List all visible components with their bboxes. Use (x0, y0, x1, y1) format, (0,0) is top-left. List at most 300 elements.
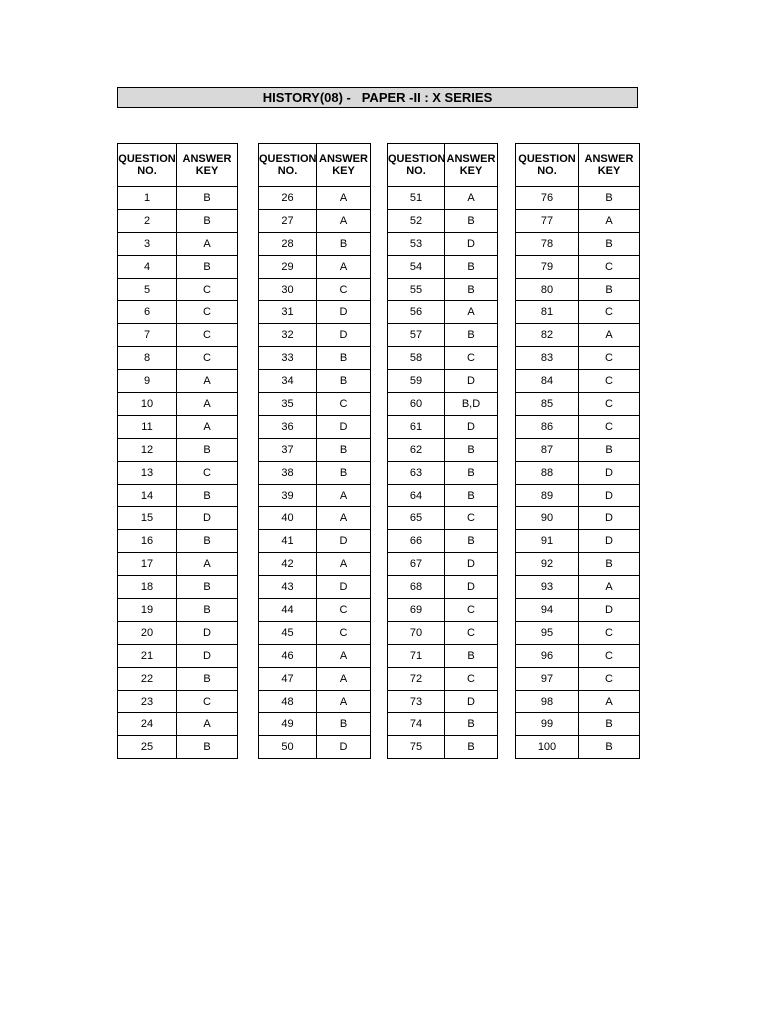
table-row (118, 644, 238, 667)
table-row (388, 599, 498, 622)
question-number-cell: 72 (388, 667, 445, 690)
question-number-cell: 79 (516, 255, 579, 278)
table-row (118, 530, 238, 553)
question-number-cell: 70 (388, 621, 445, 644)
table-row (118, 415, 238, 438)
question-number-cell: 40 (259, 507, 317, 530)
question-number-cell: 82 (516, 324, 579, 347)
table-row (516, 438, 640, 461)
table-row (259, 324, 371, 347)
table-row (259, 599, 371, 622)
question-number-cell: 58 (388, 347, 445, 370)
table-row (388, 393, 498, 416)
table-row (118, 576, 238, 599)
question-number-cell: 95 (516, 621, 579, 644)
table-row (259, 530, 371, 553)
answer-key-cell: B (445, 324, 498, 347)
table-row (516, 232, 640, 255)
question-number-cell: 42 (259, 553, 317, 576)
question-number-cell: 33 (259, 347, 317, 370)
table-row (516, 393, 640, 416)
table-row (118, 713, 238, 736)
question-number-cell: 75 (388, 736, 445, 759)
table-row (118, 599, 238, 622)
question-number-cell: 86 (516, 415, 579, 438)
question-number-cell: 10 (118, 393, 177, 416)
answer-key-cell: B (445, 209, 498, 232)
answer-key-cell: D (579, 530, 640, 553)
answer-key-cell: D (177, 507, 238, 530)
question-number-cell: 3 (118, 232, 177, 255)
table-row (516, 553, 640, 576)
answer-key-cell: A (177, 370, 238, 393)
table-row (388, 461, 498, 484)
table-row (388, 553, 498, 576)
question-number-cell: 32 (259, 324, 317, 347)
table-row (259, 415, 371, 438)
question-number-cell: 55 (388, 278, 445, 301)
question-number-cell: 84 (516, 370, 579, 393)
page-title: HISTORY(08) - PAPER -II : X SERIES (117, 87, 638, 108)
answer-key-cell: A (317, 553, 371, 576)
question-number-cell: 71 (388, 644, 445, 667)
table-row (516, 187, 640, 210)
question-number-cell: 53 (388, 232, 445, 255)
answer-key-cell: B (445, 644, 498, 667)
table-header-row (118, 144, 238, 187)
question-number-cell: 69 (388, 599, 445, 622)
table-row (388, 644, 498, 667)
question-number-cell: 26 (259, 187, 317, 210)
question-number-cell: 19 (118, 599, 177, 622)
question-number-cell: 56 (388, 301, 445, 324)
answer-key-cell: D (317, 530, 371, 553)
answer-key-cell: D (579, 507, 640, 530)
question-number-cell: 92 (516, 553, 579, 576)
answer-key-cell: D (317, 736, 371, 759)
answer-key-cell: D (579, 599, 640, 622)
table-row (259, 736, 371, 759)
answer-key-cell: A (445, 187, 498, 210)
question-number-cell: 61 (388, 415, 445, 438)
table-row (388, 576, 498, 599)
table-row (388, 370, 498, 393)
table-row (118, 301, 238, 324)
table-row (118, 438, 238, 461)
answer-key-cell: B (445, 484, 498, 507)
answer-key-cell: D (317, 324, 371, 347)
question-number-cell: 18 (118, 576, 177, 599)
table-row (388, 347, 498, 370)
answer-key-cell: B (177, 255, 238, 278)
question-number-cell: 57 (388, 324, 445, 347)
table-row (118, 278, 238, 301)
table-row (388, 484, 498, 507)
table-row (388, 324, 498, 347)
answer-key-cell: D (177, 621, 238, 644)
table-row (516, 644, 640, 667)
table-row (118, 690, 238, 713)
answer-key-cell: C (445, 667, 498, 690)
table-row (516, 415, 640, 438)
answer-key-cell: B (579, 187, 640, 210)
question-number-cell: 20 (118, 621, 177, 644)
answer-key-cell: B (445, 736, 498, 759)
table-row (259, 461, 371, 484)
table-row (118, 324, 238, 347)
answer-key-cell: A (317, 255, 371, 278)
question-number-cell: 24 (118, 713, 177, 736)
table-row (516, 461, 640, 484)
question-no-header: QUESTION NO. (388, 144, 445, 187)
question-number-cell: 88 (516, 461, 579, 484)
table-row (259, 713, 371, 736)
table-row (388, 301, 498, 324)
question-number-cell: 51 (388, 187, 445, 210)
answer-table-3 (387, 143, 498, 759)
answer-key-cell: B (317, 461, 371, 484)
answer-key-cell: A (579, 690, 640, 713)
answer-key-cell: D (445, 232, 498, 255)
table-row (516, 484, 640, 507)
answer-key-cell: B (177, 736, 238, 759)
question-number-cell: 23 (118, 690, 177, 713)
question-number-cell: 99 (516, 713, 579, 736)
question-number-cell: 25 (118, 736, 177, 759)
answer-key-cell: C (177, 278, 238, 301)
question-number-cell: 28 (259, 232, 317, 255)
question-number-cell: 94 (516, 599, 579, 622)
table-row (259, 209, 371, 232)
answer-key-cell: B (579, 278, 640, 301)
question-number-cell: 14 (118, 484, 177, 507)
question-number-cell: 65 (388, 507, 445, 530)
question-number-cell: 81 (516, 301, 579, 324)
table-row (259, 507, 371, 530)
answer-key-cell: A (177, 232, 238, 255)
question-number-cell: 7 (118, 324, 177, 347)
answer-key-cell: A (177, 553, 238, 576)
table-row (118, 621, 238, 644)
answer-key-cell: A (579, 576, 640, 599)
table-row (388, 507, 498, 530)
question-number-cell: 6 (118, 301, 177, 324)
answer-table-1 (117, 143, 238, 759)
table-row (259, 232, 371, 255)
answer-key-cell: B (445, 438, 498, 461)
table-row (259, 484, 371, 507)
answer-key-cell: D (579, 461, 640, 484)
question-number-cell: 83 (516, 347, 579, 370)
table-row (516, 278, 640, 301)
table-row (388, 278, 498, 301)
question-number-cell: 96 (516, 644, 579, 667)
question-number-cell: 97 (516, 667, 579, 690)
table-row (516, 576, 640, 599)
table-row (259, 255, 371, 278)
question-number-cell: 12 (118, 438, 177, 461)
answer-key-cell: D (317, 576, 371, 599)
answer-key-cell: C (177, 301, 238, 324)
answer-key-cell: B (317, 347, 371, 370)
answer-key-header: ANSWER KEY (317, 144, 371, 187)
question-number-cell: 63 (388, 461, 445, 484)
table-row (516, 301, 640, 324)
answer-key-cell: A (317, 644, 371, 667)
question-number-cell: 60 (388, 393, 445, 416)
table-row (516, 667, 640, 690)
answer-key-cell: A (579, 324, 640, 347)
answer-key-header: ANSWER KEY (579, 144, 640, 187)
table-row (516, 736, 640, 759)
question-number-cell: 34 (259, 370, 317, 393)
answer-key-cell: C (579, 301, 640, 324)
table-row (259, 667, 371, 690)
answer-key-cell: D (317, 415, 371, 438)
answer-key-cell: C (579, 370, 640, 393)
answer-key-cell: D (579, 484, 640, 507)
question-number-cell: 4 (118, 255, 177, 278)
question-number-cell: 21 (118, 644, 177, 667)
answer-key-cell: B (317, 713, 371, 736)
question-number-cell: 8 (118, 347, 177, 370)
table-row (516, 713, 640, 736)
answer-key-cell: A (177, 415, 238, 438)
question-number-cell: 31 (259, 301, 317, 324)
table-row (516, 530, 640, 553)
answer-key-cell: C (317, 393, 371, 416)
question-number-cell: 38 (259, 461, 317, 484)
question-number-cell: 74 (388, 713, 445, 736)
question-number-cell: 1 (118, 187, 177, 210)
table-row (118, 232, 238, 255)
answer-key-cell: B (445, 278, 498, 301)
table-row (388, 438, 498, 461)
table-row (388, 232, 498, 255)
answer-key-cell: C (445, 621, 498, 644)
answer-key-cell: A (177, 713, 238, 736)
table-row (259, 690, 371, 713)
table-row (118, 187, 238, 210)
answer-key-cell: B (579, 232, 640, 255)
question-number-cell: 77 (516, 209, 579, 232)
answer-key-cell: B (579, 736, 640, 759)
question-number-cell: 2 (118, 209, 177, 232)
table-row (388, 621, 498, 644)
question-number-cell: 85 (516, 393, 579, 416)
table-row (259, 347, 371, 370)
answer-key-cell: D (445, 553, 498, 576)
question-number-cell: 39 (259, 484, 317, 507)
table-row (259, 553, 371, 576)
answer-key-cell: C (579, 644, 640, 667)
answer-key-cell: B (317, 370, 371, 393)
answer-key-cell: B (445, 713, 498, 736)
table-row (259, 393, 371, 416)
answer-key-cell: B (445, 461, 498, 484)
answer-key-cell: A (177, 393, 238, 416)
answer-key-cell: C (445, 599, 498, 622)
question-no-header: QUESTION NO. (118, 144, 177, 187)
table-row (516, 599, 640, 622)
table-header-row (388, 144, 498, 187)
answer-key-cell: D (177, 644, 238, 667)
question-number-cell: 47 (259, 667, 317, 690)
table-row (516, 690, 640, 713)
question-number-cell: 9 (118, 370, 177, 393)
answer-key-cell: A (317, 690, 371, 713)
answer-key-cell: A (317, 667, 371, 690)
answer-table-4 (515, 143, 640, 759)
table-row (388, 667, 498, 690)
question-number-cell: 48 (259, 690, 317, 713)
question-number-cell: 54 (388, 255, 445, 278)
answer-key-cell: C (317, 278, 371, 301)
question-number-cell: 49 (259, 713, 317, 736)
question-number-cell: 37 (259, 438, 317, 461)
answer-key-cell: B,D (445, 393, 498, 416)
answer-key-cell: B (177, 438, 238, 461)
table-row (388, 415, 498, 438)
answer-key-cell: B (445, 255, 498, 278)
table-row (118, 667, 238, 690)
table-row (118, 209, 238, 232)
question-number-cell: 87 (516, 438, 579, 461)
question-no-header: QUESTION NO. (259, 144, 317, 187)
question-number-cell: 50 (259, 736, 317, 759)
table-row (259, 644, 371, 667)
answer-key-cell: B (317, 438, 371, 461)
answer-key-cell: C (177, 324, 238, 347)
question-number-cell: 89 (516, 484, 579, 507)
answer-key-cell: B (317, 232, 371, 255)
answer-key-cell: B (177, 576, 238, 599)
answer-key-cell: D (317, 301, 371, 324)
table-row (118, 461, 238, 484)
table-row (516, 621, 640, 644)
question-number-cell: 17 (118, 553, 177, 576)
table-row (516, 347, 640, 370)
answer-key-cell: C (317, 599, 371, 622)
question-number-cell: 13 (118, 461, 177, 484)
table-row (388, 255, 498, 278)
question-number-cell: 41 (259, 530, 317, 553)
question-number-cell: 91 (516, 530, 579, 553)
answer-key-cell: C (445, 347, 498, 370)
question-number-cell: 35 (259, 393, 317, 416)
question-number-cell: 22 (118, 667, 177, 690)
answer-key-cell: C (579, 393, 640, 416)
answer-key-cell: A (317, 187, 371, 210)
question-number-cell: 62 (388, 438, 445, 461)
table-row (388, 530, 498, 553)
answer-key-cell: C (579, 667, 640, 690)
table-row (259, 438, 371, 461)
question-number-cell: 98 (516, 690, 579, 713)
question-number-cell: 93 (516, 576, 579, 599)
answer-key-cell: B (177, 187, 238, 210)
table-row (118, 736, 238, 759)
answer-key-cell: A (445, 301, 498, 324)
table-row (516, 209, 640, 232)
table-row (118, 255, 238, 278)
answer-key-cell: A (317, 209, 371, 232)
answer-key-cell: D (445, 576, 498, 599)
answer-key-cell: A (579, 209, 640, 232)
answer-key-cell: B (177, 599, 238, 622)
table-row (516, 324, 640, 347)
table-row (259, 301, 371, 324)
question-number-cell: 52 (388, 209, 445, 232)
question-number-cell: 44 (259, 599, 317, 622)
table-row (259, 370, 371, 393)
answer-key-cell: A (317, 484, 371, 507)
answer-key-cell: D (445, 370, 498, 393)
table-row (516, 507, 640, 530)
answer-key-cell: D (445, 690, 498, 713)
question-number-cell: 68 (388, 576, 445, 599)
table-row (388, 690, 498, 713)
answer-key-header: ANSWER KEY (445, 144, 498, 187)
answer-key-cell: B (579, 553, 640, 576)
answer-key-cell: B (177, 484, 238, 507)
question-number-cell: 36 (259, 415, 317, 438)
question-number-cell: 11 (118, 415, 177, 438)
question-number-cell: 76 (516, 187, 579, 210)
answer-key-cell: A (317, 507, 371, 530)
table-row (516, 370, 640, 393)
question-number-cell: 45 (259, 621, 317, 644)
table-row (118, 484, 238, 507)
table-row (388, 713, 498, 736)
question-number-cell: 16 (118, 530, 177, 553)
table-row (259, 187, 371, 210)
answer-key-cell: C (579, 255, 640, 278)
table-row (259, 576, 371, 599)
question-number-cell: 15 (118, 507, 177, 530)
question-number-cell: 73 (388, 690, 445, 713)
answer-key-cell: C (445, 507, 498, 530)
answer-key-cell: C (317, 621, 371, 644)
question-number-cell: 46 (259, 644, 317, 667)
answer-key-cell: B (177, 667, 238, 690)
question-number-cell: 78 (516, 232, 579, 255)
question-number-cell: 66 (388, 530, 445, 553)
table-row (118, 393, 238, 416)
question-no-header: QUESTION NO. (516, 144, 579, 187)
table-row (516, 255, 640, 278)
question-number-cell: 90 (516, 507, 579, 530)
table-row (118, 507, 238, 530)
question-number-cell: 43 (259, 576, 317, 599)
answer-key-cell: C (579, 415, 640, 438)
answer-key-cell: C (177, 347, 238, 370)
question-number-cell: 64 (388, 484, 445, 507)
table-row (118, 553, 238, 576)
table-row (388, 187, 498, 210)
table-header-row (259, 144, 371, 187)
question-number-cell: 100 (516, 736, 579, 759)
answer-key-cell: D (445, 415, 498, 438)
table-row (259, 621, 371, 644)
answer-key-cell: B (579, 438, 640, 461)
question-number-cell: 27 (259, 209, 317, 232)
table-row (118, 370, 238, 393)
question-number-cell: 29 (259, 255, 317, 278)
question-number-cell: 5 (118, 278, 177, 301)
answer-key-cell: B (177, 530, 238, 553)
answer-key-cell: C (579, 347, 640, 370)
